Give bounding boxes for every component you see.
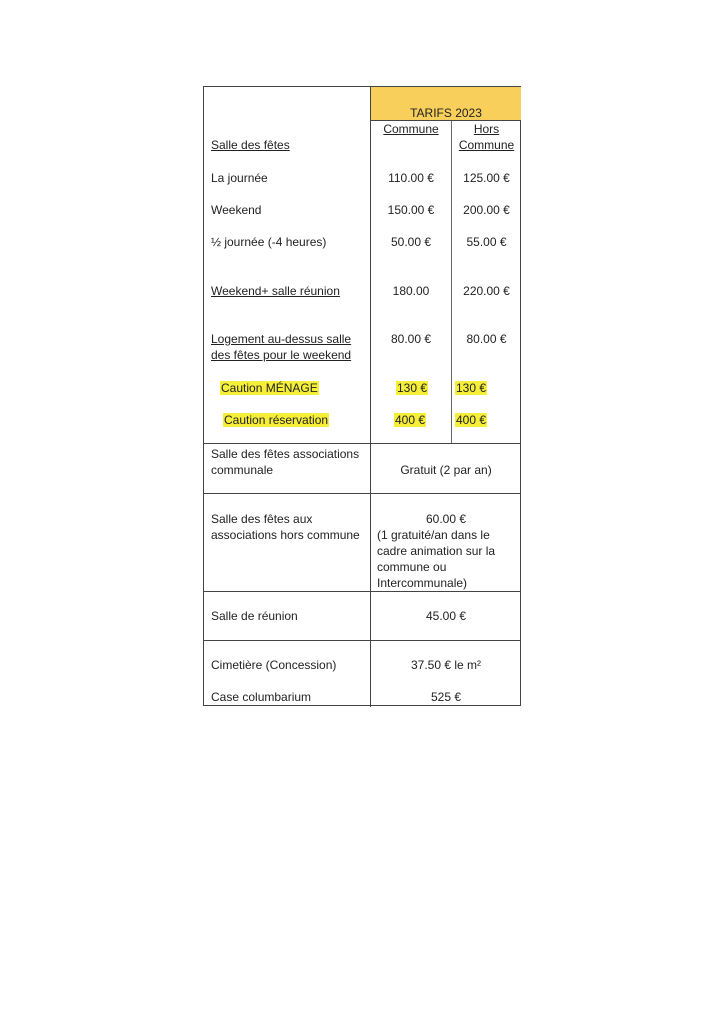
cimetiere-value: 37.50 € le m²	[410, 658, 482, 672]
row-label-line1: Logement au-dessus salle	[211, 332, 352, 346]
price-commune: 80.00 €	[390, 332, 432, 346]
caution-reservation-label: Caution réservation	[224, 413, 329, 427]
row-divider	[204, 640, 521, 641]
price-hors: 80.00 €	[466, 332, 507, 346]
caution-reservation-hors: 400 €	[456, 413, 487, 427]
row-divider	[204, 493, 521, 494]
subcolumn-divider	[451, 120, 452, 443]
col-hors-header-2: Commune	[458, 138, 515, 152]
columbarium-value: 525 €	[430, 690, 462, 704]
price-commune: 50.00 €	[390, 235, 432, 249]
columbarium-label: Case columbarium	[211, 690, 312, 704]
caution-reservation-commune: 400 €	[395, 413, 426, 427]
caution-menage-hors: 130 €	[456, 381, 487, 395]
col-commune-header: Commune	[383, 122, 439, 136]
assoc-hors-label-1: Salle des fêtes aux	[211, 512, 313, 526]
price-hors: 125.00 €	[463, 171, 510, 185]
assoc-hors-note-1: (1 gratuité/an dans le	[377, 528, 490, 542]
assoc-communale-label-2: communale	[211, 463, 274, 477]
price-commune: 180.00	[392, 284, 430, 298]
assoc-hors-note-4: Intercommunale)	[377, 576, 468, 590]
row-divider	[204, 443, 521, 444]
row-label-line2: des fêtes pour le weekend	[211, 348, 352, 362]
row-label: La journée	[211, 171, 268, 185]
price-hors: 200.00 €	[463, 203, 510, 217]
row-label: Weekend+ salle réunion	[211, 284, 340, 298]
row-label: ½ journée (-4 heures)	[211, 235, 327, 249]
caution-menage-label: Caution MÉNAGE	[221, 381, 318, 395]
caution-menage-commune: 130 €	[397, 381, 428, 395]
reunion-value: 45.00 €	[425, 609, 467, 623]
row-divider	[204, 591, 521, 592]
row-label: Weekend	[211, 203, 262, 217]
assoc-hors-label-2: associations hors commune	[211, 528, 360, 542]
header-title: TARIFS 2023	[410, 106, 482, 120]
price-commune: 110.00 €	[388, 171, 434, 185]
reunion-label: Salle de réunion	[211, 609, 298, 623]
assoc-hors-note-3: commune ou	[377, 560, 447, 574]
price-commune: 150.00 €	[387, 203, 435, 217]
price-hors: 55.00 €	[466, 235, 507, 249]
assoc-hors-value: 60.00 €	[425, 512, 467, 526]
cimetiere-label: Cimetière (Concession)	[211, 658, 337, 672]
tarifs-table	[203, 86, 521, 706]
assoc-hors-note-2: cadre animation sur la	[377, 544, 496, 558]
price-hors: 220.00 €	[463, 284, 510, 298]
col-hors-header-1: Hors	[473, 122, 500, 136]
section-label: Salle des fêtes	[211, 138, 290, 152]
assoc-communale-value: Gratuit (2 par an)	[400, 463, 492, 477]
assoc-communale-label-1: Salle des fêtes associations	[211, 447, 360, 461]
